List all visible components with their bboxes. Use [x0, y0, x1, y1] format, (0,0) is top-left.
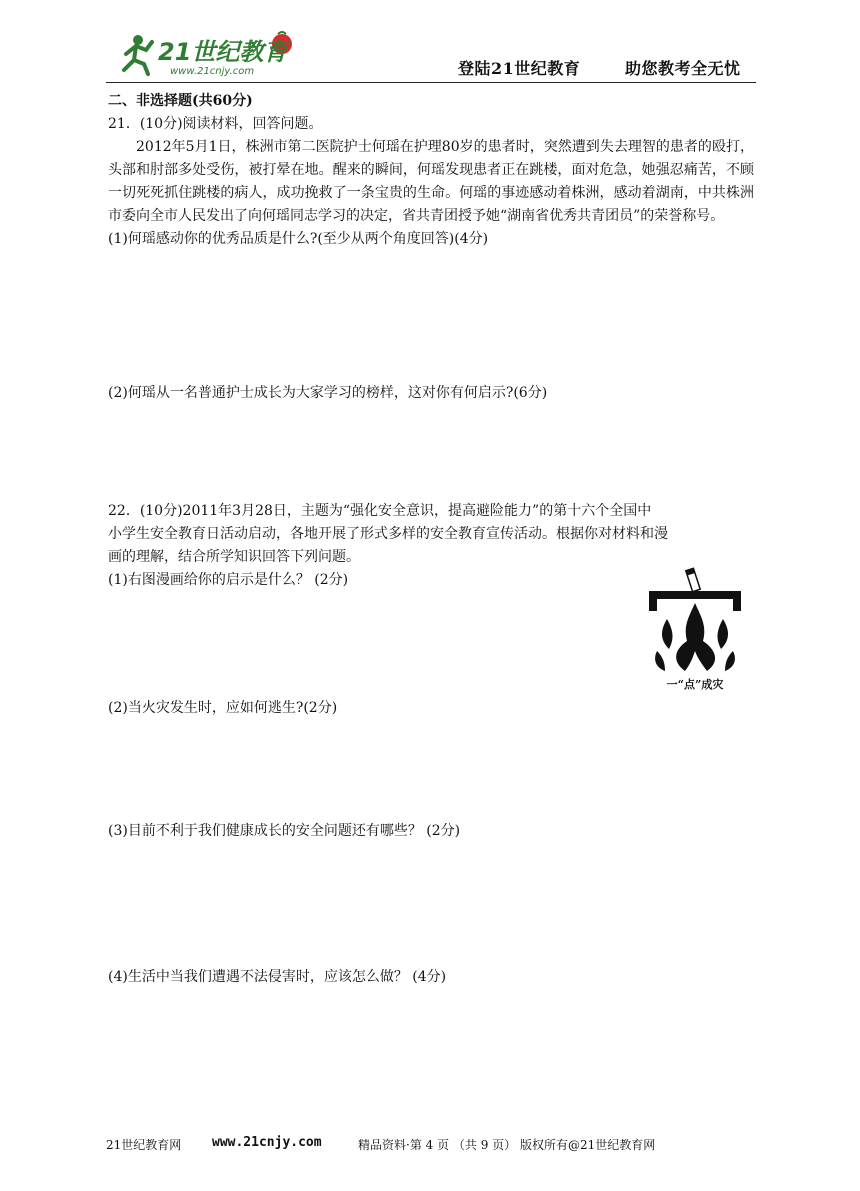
site-logo — [112, 30, 307, 78]
q22-sub1: (1)右图漫画给你的启示是什么？ (2分) — [108, 572, 349, 588]
q22-sub4: (4)生活中当我们遭遇不法侵害时，应该怎么做？ (4分) — [108, 969, 447, 985]
cartoon-image — [645, 567, 745, 692]
section-title: 二、非选择题(共60分) — [108, 93, 253, 109]
q21-stem: 21．(10分)阅读材料，回答问题。 — [108, 116, 323, 132]
q21-sub2: (2)何瑶从一名普通护士成长为大家学习的榜样，这对你有何启示?(6分) — [108, 385, 548, 401]
q22-sub2: (2)当火灾发生时，应如何逃生?(2分) — [108, 700, 338, 716]
header-slogan-right: 助您教考全无忧 — [625, 59, 741, 78]
q22-sub3: (3)目前不利于我们健康成长的安全问题还有哪些？ (2分) — [108, 823, 461, 839]
header-slogan-left: 登陆21世纪教育 — [458, 59, 581, 78]
footer-site-name: 21世纪教育网 — [106, 1138, 182, 1152]
logo-url: www.21cnjy.com — [170, 66, 255, 77]
q22-stem-line2: 小学生安全教育日活动启动，各地开展了形式多样的安全教育宣传活动。根据你对材料和漫 — [108, 526, 668, 542]
footer-url — [212, 1135, 322, 1150]
footer-page-info: 精品资料·第 4 页 （共 9 页） 版权所有@21世纪教育网 — [358, 1138, 656, 1152]
logo-graphic — [112, 30, 307, 78]
footer-url-text: www.21cnjy.com — [212, 1135, 322, 1150]
q22-stem-line1: 22．(10分)2011年3月28日，主题为“强化安全意识，提高避险能力”的第十六个全国中 — [108, 503, 652, 519]
question-21-block — [108, 90, 754, 251]
header-divider — [106, 82, 756, 83]
logo-wordmark: 21世纪教育 — [158, 38, 288, 66]
q21-sub1: (1)何瑶感动你的优秀品质是什么?(至少从两个角度回答)(4分) — [108, 231, 489, 247]
fire-cartoon-icon — [645, 567, 745, 692]
cartoon-caption: 一“点”成灾 — [666, 678, 724, 691]
q22-stem-line3: 画的理解，结合所学知识回答下列问题。 — [108, 549, 360, 565]
q21-material: 2012年5月1日，株洲市第二医院护士何瑶在护理80岁的患者时，突然遭到失去理智的患者的殴打，头部和肘部多处受伤，被打晕在地。醒来的瞬间，何瑶发现患者正在跳楼，面对危急，她强忍痛苦，不顾一切死死抓住跳楼的病人，成功挽救了一条宝贵的生命。何瑶的事迹感动着株洲，感动着湖南，中共株洲市委向全市人民发出了向何瑶同志学习的决定，省共青团授予她“湖南省优秀共青团员”的荣誉称号。 — [108, 139, 754, 224]
